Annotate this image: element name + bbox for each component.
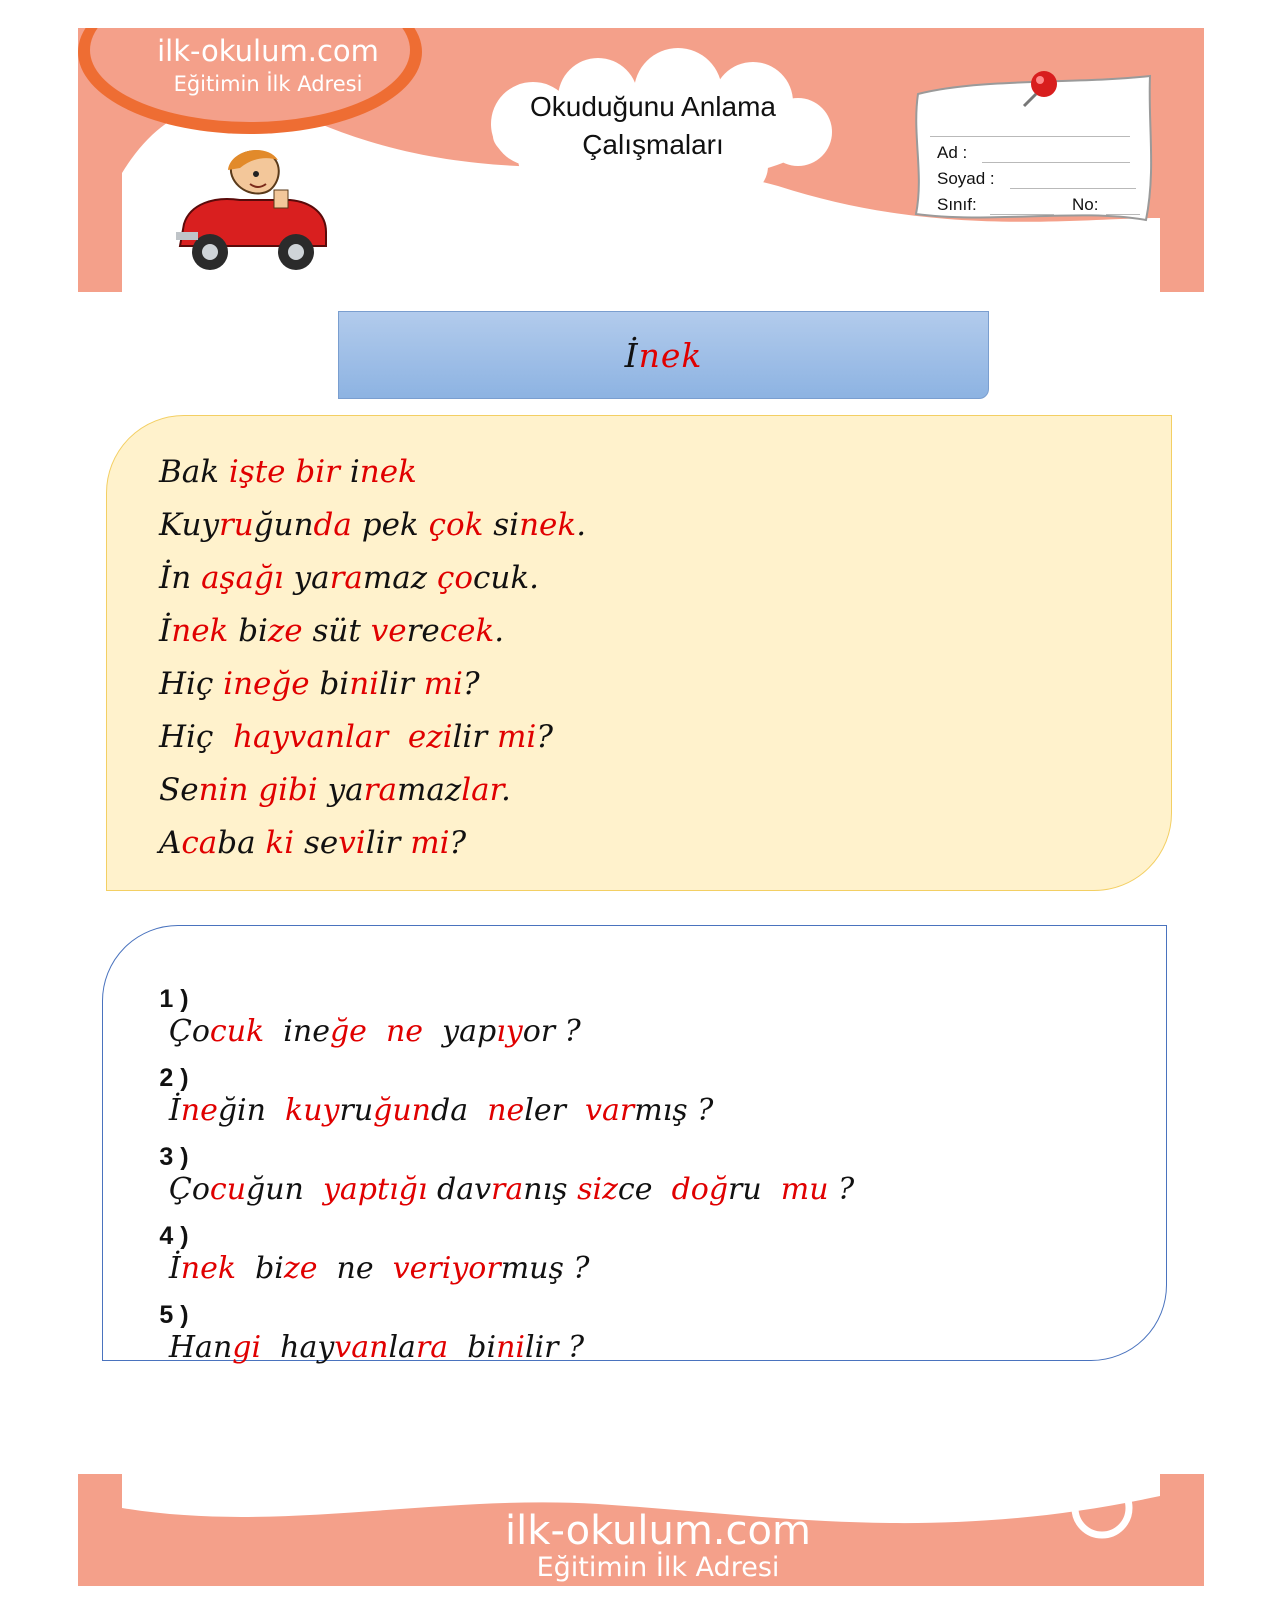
text-segment: da [313, 507, 362, 543]
text-segment: cu [209, 1172, 247, 1207]
text-segment: ne [336, 1251, 393, 1286]
questions-panel [102, 925, 1167, 1365]
poem-line [159, 613, 504, 649]
number-line [1106, 214, 1140, 215]
poem-line [159, 454, 417, 490]
worksheet-title-line2: Çalışmaları [582, 129, 724, 160]
text-segment: bi [467, 1330, 497, 1365]
text-segment: ğun [253, 507, 314, 543]
text-segment: bi [238, 613, 268, 649]
text-segment: mi [410, 825, 450, 861]
text-segment: lir [365, 825, 411, 861]
text-segment: var [585, 1093, 635, 1128]
text-segment: veri [392, 1251, 452, 1286]
text-segment: lar [461, 772, 502, 808]
question-number: 4 ) [159, 1222, 189, 1250]
text-segment: nin [198, 772, 259, 808]
text-segment: ra [329, 560, 363, 596]
text-segment: gi [232, 1330, 281, 1365]
text-segment: ba [217, 825, 266, 861]
text-segment: ze [283, 1251, 337, 1286]
story-title-bar [338, 311, 989, 399]
text-segment: yap [442, 1014, 497, 1049]
text-segment: süt [312, 613, 371, 649]
text-segment: yaptığı [322, 1172, 437, 1207]
text-segment: mu [780, 1172, 839, 1207]
text-segment: cuk. [473, 560, 539, 596]
text-segment: ni [349, 666, 380, 702]
text-segment: ru [728, 1172, 781, 1207]
question-text [159, 1093, 713, 1128]
text-segment: ze [267, 613, 313, 649]
text-segment: ezi [407, 719, 453, 755]
text-segment: siz [577, 1172, 618, 1207]
poem-line [159, 825, 466, 861]
text-segment: . [576, 507, 587, 543]
text-segment: bi [255, 1251, 284, 1286]
text-segment: mış ? [634, 1093, 714, 1128]
worksheet-header [78, 28, 1204, 292]
text-segment: İn [159, 560, 202, 596]
text-segment: ? [462, 666, 480, 702]
text-segment: doğ [671, 1172, 729, 1207]
text-segment: ço [436, 560, 473, 596]
text-segment: bir [295, 454, 350, 490]
text-segment: İ [159, 613, 172, 649]
question-text [159, 1251, 589, 1286]
poem-line [159, 719, 553, 755]
name-line [982, 162, 1130, 163]
name-line-top [930, 136, 1130, 137]
text-segment: muş ? [500, 1251, 590, 1286]
text-segment: ne [385, 1014, 443, 1049]
question-number: 5 ) [159, 1301, 189, 1329]
story-title [625, 336, 703, 375]
number-label: No: [1072, 195, 1099, 214]
text-segment: İ [168, 1251, 181, 1286]
text-segment: ğin [217, 1093, 286, 1128]
text-segment: cuk [209, 1014, 284, 1049]
surname-label: Soyad : [937, 169, 995, 188]
text-segment: ca [181, 825, 218, 861]
text-segment: Ço [168, 1014, 210, 1049]
text-segment: ce [617, 1172, 672, 1207]
push-pin-icon [1018, 70, 1062, 110]
text-segment: ru [218, 507, 254, 543]
question-number: 1 ) [159, 985, 189, 1013]
text-segment: ra [363, 772, 397, 808]
text-segment: da [431, 1093, 488, 1128]
class-line [990, 214, 1054, 215]
footer-site[interactable]: ilk-okulum.com [505, 1508, 811, 1554]
text-segment: vi [338, 825, 366, 861]
text-segment: kuy [285, 1093, 340, 1128]
question-text [159, 1014, 580, 1049]
text-segment: ne [180, 1093, 218, 1128]
text-segment: Ço [168, 1172, 210, 1207]
text-segment: ? [838, 1172, 855, 1207]
question-number: 3 ) [159, 1143, 189, 1171]
text-segment: ğun [246, 1172, 323, 1207]
text-segment: or ? [522, 1014, 581, 1049]
text-segment: hay [280, 1330, 335, 1365]
text-segment: dav [436, 1172, 492, 1207]
text-segment: işte [228, 454, 296, 490]
text-segment: çok [428, 507, 494, 543]
brand-slogan: Eğitimin İlk Adresi [173, 72, 363, 96]
question-text [159, 1172, 854, 1207]
text-segment: cek [439, 613, 495, 649]
text-segment: İ [168, 1093, 181, 1128]
text-segment: ra [415, 1330, 468, 1365]
text-segment: ine [283, 1014, 330, 1049]
text-segment: ya [327, 772, 364, 808]
text-segment: maz [396, 772, 462, 808]
footer-slogan: Eğitimin İlk Adresi [536, 1552, 780, 1583]
text-segment: hayvanlar [233, 719, 408, 755]
worksheet-title-line1: Okuduğunu Anlama [530, 91, 776, 122]
text-segment: maz [362, 560, 437, 596]
text-segment: ru [339, 1093, 374, 1128]
text-segment: i [349, 454, 360, 490]
text-segment: Se [159, 772, 199, 808]
poem-line [159, 507, 586, 543]
text-segment: lir [379, 666, 424, 702]
worksheet-title [503, 88, 803, 164]
text-segment: Hiç [159, 719, 234, 755]
text-segment: bi [319, 666, 350, 702]
text-segment: ğe [329, 1014, 386, 1049]
question-text [159, 1330, 584, 1365]
text-segment: nek [171, 613, 239, 649]
surname-line [1010, 188, 1136, 189]
text-segment: van [334, 1330, 389, 1365]
text-segment: nek [180, 1251, 256, 1286]
text-segment: ? [449, 825, 467, 861]
text-segment: . [494, 613, 505, 649]
text-segment: nek [638, 335, 703, 375]
text-segment: ya [293, 560, 330, 596]
text-segment: ki [265, 825, 304, 861]
text-segment: ? [536, 719, 553, 755]
poem-line [159, 666, 480, 702]
name-label: Ad : [937, 143, 968, 162]
text-segment: lir ? [524, 1330, 585, 1365]
text-segment: ğun [373, 1093, 432, 1128]
brand-site[interactable]: ilk-okulum.com [157, 34, 379, 68]
car-cartoon-icon [170, 146, 340, 286]
text-segment: pek [361, 507, 429, 543]
text-segment: la [388, 1330, 416, 1365]
text-segment: ne [487, 1093, 525, 1128]
text-segment: mi [497, 719, 537, 755]
text-segment: Hiç [159, 666, 224, 702]
text-segment: nek [519, 507, 577, 543]
text-segment: ni [496, 1330, 525, 1365]
text-segment: ve [370, 613, 407, 649]
poem-panel [106, 415, 1172, 891]
text-segment: ineğe [223, 666, 320, 702]
poem-line [159, 772, 511, 808]
text-segment: mi [423, 666, 463, 702]
text-segment: . [501, 772, 511, 808]
text-segment: nış [523, 1172, 578, 1207]
text-segment: İ [624, 335, 639, 375]
text-segment: Kuy [159, 507, 219, 543]
text-segment: ıy [496, 1014, 523, 1049]
text-segment: yor [451, 1251, 501, 1286]
poem-line [159, 560, 539, 596]
worksheet-footer [78, 1474, 1204, 1586]
text-segment: si [493, 507, 520, 543]
text-segment: re [406, 613, 440, 649]
text-segment: Han [168, 1330, 233, 1365]
student-info-card [910, 74, 1156, 222]
question-number: 2 ) [159, 1064, 189, 1092]
text-segment: Bak [159, 454, 229, 490]
text-segment: lir [452, 719, 497, 755]
text-segment: nek [359, 454, 417, 490]
question-row [139, 1282, 584, 1384]
text-segment: A [159, 825, 182, 861]
text-segment: ler [524, 1093, 586, 1128]
text-segment: gibi [258, 772, 328, 808]
class-label: Sınıf: [937, 195, 977, 214]
text-segment: ra [491, 1172, 524, 1207]
text-segment: se [303, 825, 339, 861]
text-segment: aşağı [201, 560, 294, 596]
